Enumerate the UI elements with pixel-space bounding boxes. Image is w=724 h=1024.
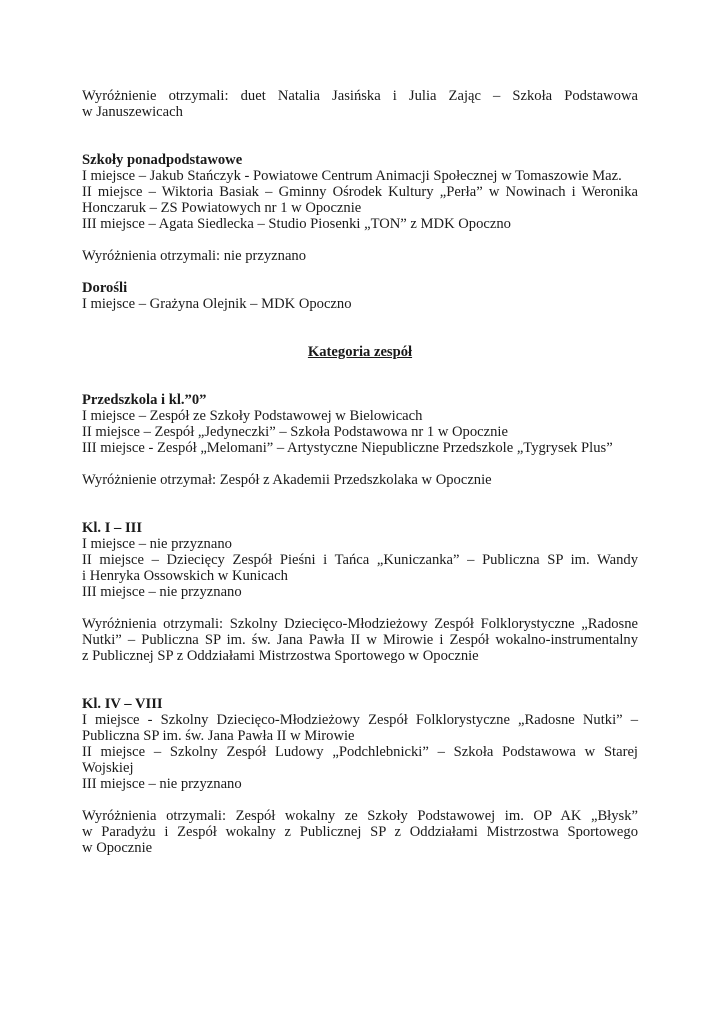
result-line: Wojskiej [82,760,134,776]
result-line: i Henryka Ossowskich w Kunicach [82,568,288,584]
distinction-note: Wyróżnienia otrzymali: Szkolny Dziecięco-Młodzieżowy Zespół Folklorystyczne „Radosne [82,616,638,632]
intro-line-1: Wyróżnienie otrzymali: duet Natalia Jasińska i Julia Zając – Szkoła Podstawowa [82,88,638,104]
result-line: I miejsce – Jakub Stańczyk - Powiatowe Centrum Animacji Społecznej w Tomaszowie Maz. [82,168,622,184]
result-line: II miejsce – Szkolny Zespół Ludowy „Podchlebnicki” – Szkoła Podstawowa w Starej [82,744,638,760]
result-line: II miejsce – Wiktoria Basiak – Gminny Ośrodek Kultury „Perła” w Nowinach i Weronika [82,184,638,200]
distinction-note: Wyróżnienia otrzymali: Zespół wokalny ze Szkoły Podstawowej im. OP AK „Błysk” [82,808,638,824]
result-line: I miejsce - Szkolny Dziecięco-Młodzieżowy Zespół Folklorystyczne „Radosne Nutki” – [82,712,638,728]
distinction-note: Wyróżnienia otrzymali: nie przyznano [82,248,307,264]
result-line: Publiczna SP im. św. Jana Pawła II w Mirowie [82,728,355,744]
result-line: III miejsce - Zespół „Melomani” – Artystyczne Niepubliczne Przedszkole „Tygrysek Plus” [82,440,613,456]
section-heading-ponadpodstawowe: Szkoły ponadpodstawowe [82,152,243,168]
result-line: II miejsce – Dziecięcy Zespół Pieśni i Tańca „Kuniczanka” – Publiczna SP im. Wandy [82,552,638,568]
result-line: III miejsce – nie przyznano [82,584,242,600]
section-heading-dorosli: Dorośli [82,280,128,296]
result-line: I miejsce – nie przyznano [82,536,232,552]
document-body [82,88,638,856]
intro-line-2: w Januszewicach [82,104,183,120]
section-heading-przedszkola: Przedszkola i kl.”0” [82,392,207,408]
distinction-note: Nutki” – Publiczna SP im. św. Jana Pawła II w Mirowie i Zespół wokalno-instrumentalny [82,632,638,648]
distinction-note: Wyróżnienie otrzymał: Zespół z Akademii Przedszkolaka w Opocznie [82,472,492,488]
section-heading-kl-4-8: Kl. IV – VIII [82,696,163,712]
distinction-note: z Publicznej SP z Oddziałami Mistrzostwa Sportowego w Opocznie [82,648,479,664]
result-line: Honczaruk – ZS Powiatowych nr 1 w Opocznie [82,200,362,216]
distinction-note: w Paradyżu i Zespół wokalny z Publicznej SP z Oddziałami Mistrzostwa Sportowego [82,824,638,840]
category-title: Kategoria zespół [307,344,413,360]
result-line: I miejsce – Grażyna Olejnik – MDK Opoczno [82,296,352,312]
section-heading-kl-1-3: Kl. I – III [82,520,143,536]
distinction-note: w Opocznie [82,840,153,856]
result-line: III miejsce – Agata Siedlecka – Studio Piosenki „TON” z MDK Opoczno [82,216,511,232]
result-line: III miejsce – nie przyznano [82,776,242,792]
result-line: I miejsce – Zespół ze Szkoły Podstawowej w Bielowicach [82,408,423,424]
result-line: II miejsce – Zespół „Jedyneczki” – Szkoła Podstawowa nr 1 w Opocznie [82,424,508,440]
